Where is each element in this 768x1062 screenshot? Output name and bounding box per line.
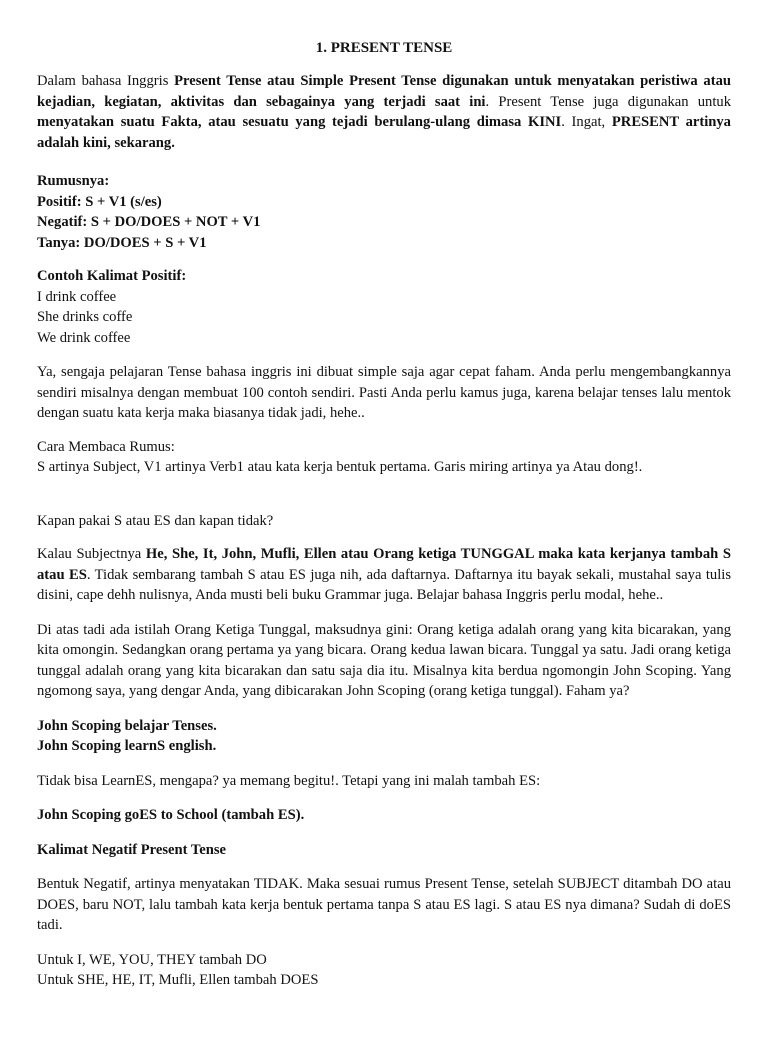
positive-examples-heading: Contoh Kalimat Positif:: [37, 268, 187, 284]
page-title: 1. PRESENT TENSE: [315, 40, 453, 56]
intro-bold-1: Present Tense atau Simple Present Tense digunakan untuk menyatakan peristiwa atau kejadian, kegiatan, aktivitas dan sebagainya yang terjadi saat ini: [37, 73, 731, 110]
positive-examples: [37, 266, 731, 348]
do-does-line: Untuk SHE, HE, IT, Mufli, Ellen tambah DOES: [37, 972, 319, 988]
third-person-bold: He, She, It, John, Mufli, Ellen atau Orang ketiga TUNGGAL maka kata kerjanya tambah S atau ES: [37, 546, 731, 583]
do-does-line: Untuk I, WE, YOU, THEY tambah DO: [37, 951, 267, 968]
john-examples: [37, 716, 731, 757]
goes-example: John Scoping goES to School (tambah ES).: [37, 807, 305, 823]
intro-paragraph: [37, 71, 731, 153]
intro-bold-2: menyatakan suatu Fakta, atau sesuatu yang tejadi berulang-ulang dimasa KINI: [37, 114, 562, 130]
intro-bold-3: PRESENT artinya adalah kini, sekarang.: [37, 114, 731, 151]
third-person-paragraph: [37, 544, 731, 606]
document-page: [0, 38, 768, 991]
third-person-explanation: Di atas tadi ada istilah Orang Ketiga Tunggal, maksudnya gini: Orang ketiga adalah orang yang kita bicarakan, yang kita omongin. Sedangkan orang pertama ya yang bicara. Orang kedua lawan bicara. Tunggal ya satu. Jadi orang ketiga tunggal adalah orang yang kita bicarakan dan satu saja dia itu. Misalnya kita berdua ngomongin John Scoping. Yang ngomong saya, yang dengar Anda, yang dibicarakan John Scoping (orang ketiga tunggal). Faham ya?: [37, 621, 731, 699]
formula-block: [37, 171, 731, 253]
formula-question: Tanya: DO/DOES + S + V1: [37, 234, 207, 251]
third-person-text-2: . Tidak sembarang tambah S atau ES juga nih, ada daftarnya. Daftarnya itu bayak sekali, mustahal saya tulis disini, cape dehh nulisnya, Anda musti beli buku Grammar juga. Belajar bahasa Inggris perlu modal, hehe..: [37, 566, 731, 603]
john-example-line: John Scoping learnS english.: [37, 738, 217, 754]
reading-formula-text: S artinya Subject, V1 artinya Verb1 atau kata kerja bentuk pertama. Garis miring artinya ya Atau dong!.: [37, 459, 643, 475]
example-line: We drink coffee: [37, 329, 131, 346]
negative-paragraph: Bentuk Negatif, artinya menyatakan TIDAK. Maka sesuai rumus Present Tense, setelah SUBJECT ditambah DO atau DOES, baru NOT, lalu tambah kata kerja bentuk pertama tanpa S atau ES lagi. S atau ES nya dimana? Sudah di doES tadi.: [37, 876, 731, 933]
formula-positive: Positif: S + V1 (s/es): [37, 193, 162, 210]
example-line: I drink coffee: [37, 288, 117, 305]
intro-text-1: Dalam bahasa Inggris: [37, 73, 175, 89]
john-example-line: John Scoping belajar Tenses.: [37, 717, 217, 734]
when-s-es-question: Kapan pakai S atau ES dan kapan tidak?: [37, 512, 274, 529]
third-person-text-1: Kalau Subjectnya: [37, 546, 146, 562]
formula-heading: Rumusnya:: [37, 173, 110, 189]
negative-heading: Kalimat Negatif Present Tense: [37, 841, 227, 858]
example-line: She drinks coffe: [37, 309, 133, 325]
reading-formula-heading: Cara Membaca Rumus:: [37, 438, 175, 455]
reading-formula-block: [37, 437, 731, 478]
intro-text-3: . Ingat,: [561, 114, 612, 130]
learnes-paragraph: Tidak bisa LearnES, mengapa? ya memang begitu!. Tetapi yang ini malah tambah ES:: [37, 772, 541, 789]
simple-lesson-paragraph: Ya, sengaja pelajaran Tense bahasa inggris ini dibuat simple saja agar cepat faham. Anda perlu mengembangkannya sendiri misalnya dengan membuat 100 contoh sendiri. Pasti Anda perlu kamus juga, karena belajar tenses lalu mentok dengan suatu kata kerja maka biasanya tidak jadi, hehe..: [37, 364, 731, 421]
formula-negative: Negatif: S + DO/DOES + NOT + V1: [37, 214, 261, 230]
do-does-list: [37, 950, 731, 991]
intro-text-2: . Present Tense juga digunakan untuk: [485, 93, 731, 110]
